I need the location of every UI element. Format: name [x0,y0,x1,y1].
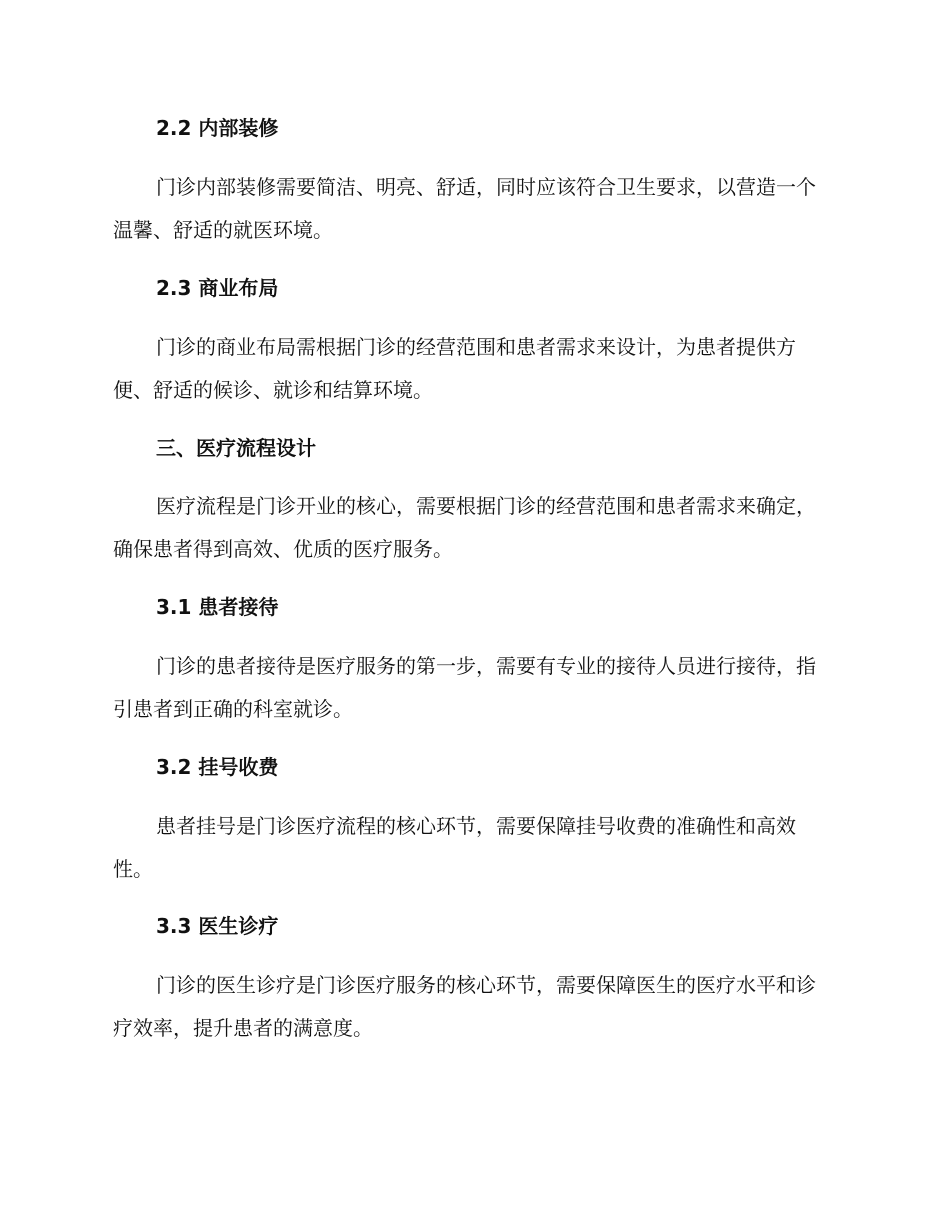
section-heading-3: 三、医疗流程设计 [156,436,316,460]
section-paragraph-3-3: 门诊的医生诊疗是门诊医疗服务的核心环节，需要保障医生的医疗水平和诊疗效率，提升患者的满意度。 [113,973,816,1040]
section-paragraph-3-1: 门诊的患者接待是医疗服务的第一步，需要有专业的接待人员进行接待，指引患者到正确的科室就诊。 [113,654,816,721]
section-paragraph-2-3: 门诊的商业布局需根据门诊的经营范围和患者需求来设计，为患者提供方便、舒适的候诊、就诊和结算环境。 [113,335,796,402]
section-paragraph-3-2: 患者挂号是门诊医疗流程的核心环节，需要保障挂号收费的准确性和高效性。 [113,814,796,881]
section-heading-3-2: 3.2 挂号收费 [156,755,279,779]
section-heading-2-3: 2.3 商业布局 [156,276,279,300]
section-heading-2-2: 2.2 内部装修 [156,116,279,140]
section-paragraph-2-2: 门诊内部装修需要简洁、明亮、舒适，同时应该符合卫生要求，以营造一个温馨、舒适的就医环境。 [113,175,816,242]
section-heading-3-3: 3.3 医生诊疗 [156,914,279,938]
section-heading-3-1: 3.1 患者接待 [156,595,279,619]
section-paragraph-3: 医疗流程是门诊开业的核心，需要根据门诊的经营范围和患者需求来确定，确保患者得到高效、优质的医疗服务。 [113,494,816,561]
